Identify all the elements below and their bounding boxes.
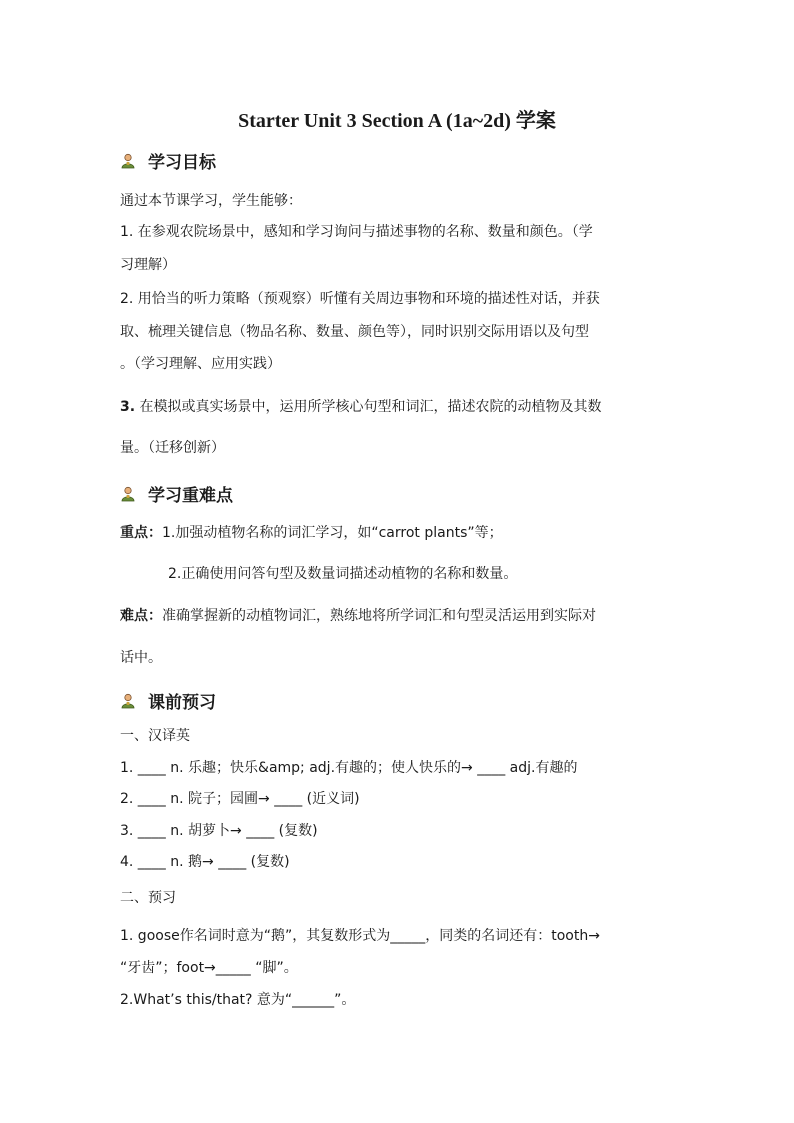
difficult-point-text: 准确掌握新的动植物词汇，熟练地将所学词汇和句型灵活运用到实际对 <box>162 608 596 624</box>
goal-item-2-cont: 取、梳理关键信息（物品名称、数量、颜色等），同时识别交际用语以及句型 <box>120 324 589 340</box>
goal-item-3-text: 在模拟或真实场景中，运用所学核心句型和词汇，描述农院的动植物及其数 <box>135 399 602 415</box>
part2-title: 二、预习 <box>120 890 176 906</box>
difficult-point <box>120 605 596 625</box>
preview-heading-text: 课前预习 <box>148 693 216 713</box>
key-point-2: 2.正确使用问答句型及数量词描述动植物的名称和数量。 <box>168 566 518 582</box>
key-points-heading <box>120 481 233 506</box>
person-icon <box>120 153 136 169</box>
goals-heading <box>120 148 216 173</box>
key-label: 重点： <box>120 525 162 541</box>
goals-intro: 通过本节课学习，学生能够： <box>120 193 302 209</box>
goal-item-2: 2. 用恰当的听力策略（预观察）听懂有关周边事物和环境的描述性对话，并获 <box>120 291 600 307</box>
translation-item-1: 1. ____ n. 乐趣；快乐&amp; adj.有趣的；使人快乐的→ ____ adj.有趣的 <box>120 760 578 776</box>
goal-item-3-cont: 量。（迁移创新） <box>120 440 225 456</box>
preview-heading <box>120 688 216 713</box>
preview-item-2: 2.What’s this/that? 意为“______”。 <box>120 992 356 1008</box>
goal-item-3-number: 3. <box>120 399 136 415</box>
preview-item-1: 1. goose作名词时意为“鹅”，其复数形式为_____，同类的名词还有：tooth→ <box>120 928 600 944</box>
key-point-1-text: 1.加强动植物名称的词汇学习，如“carrot plants”等； <box>162 525 503 541</box>
document-title: Starter Unit 3 Section A (1a~2d) 学案 <box>238 110 556 132</box>
person-icon <box>120 486 136 502</box>
key-point-1 <box>120 522 503 542</box>
person-icon <box>120 693 136 709</box>
difficult-label: 难点： <box>120 608 162 624</box>
key-points-heading-text: 学习重难点 <box>148 486 233 506</box>
goal-item-1: 1. 在参观农院场景中，感知和学习询问与描述事物的名称、数量和颜色。（学 <box>120 224 593 240</box>
translation-item-2: 2. ____ n. 院子；园圃→ ____ (近义词) <box>120 791 360 807</box>
translation-item-3: 3. ____ n. 胡萝卜→ ____ (复数) <box>120 823 318 839</box>
goal-item-2-cont2: 。（学习理解、应用实践） <box>120 356 281 372</box>
goal-item-3 <box>120 396 602 416</box>
preview-item-1-cont: “牙齿”；foot→_____ “脚”。 <box>120 960 298 976</box>
goals-heading-text: 学习目标 <box>148 153 216 173</box>
difficult-point-cont: 话中。 <box>120 650 162 666</box>
goal-item-1-cont: 习理解） <box>120 257 176 273</box>
part1-title: 一、汉译英 <box>120 728 190 744</box>
translation-item-4: 4. ____ n. 鹅→ ____ (复数) <box>120 854 290 870</box>
